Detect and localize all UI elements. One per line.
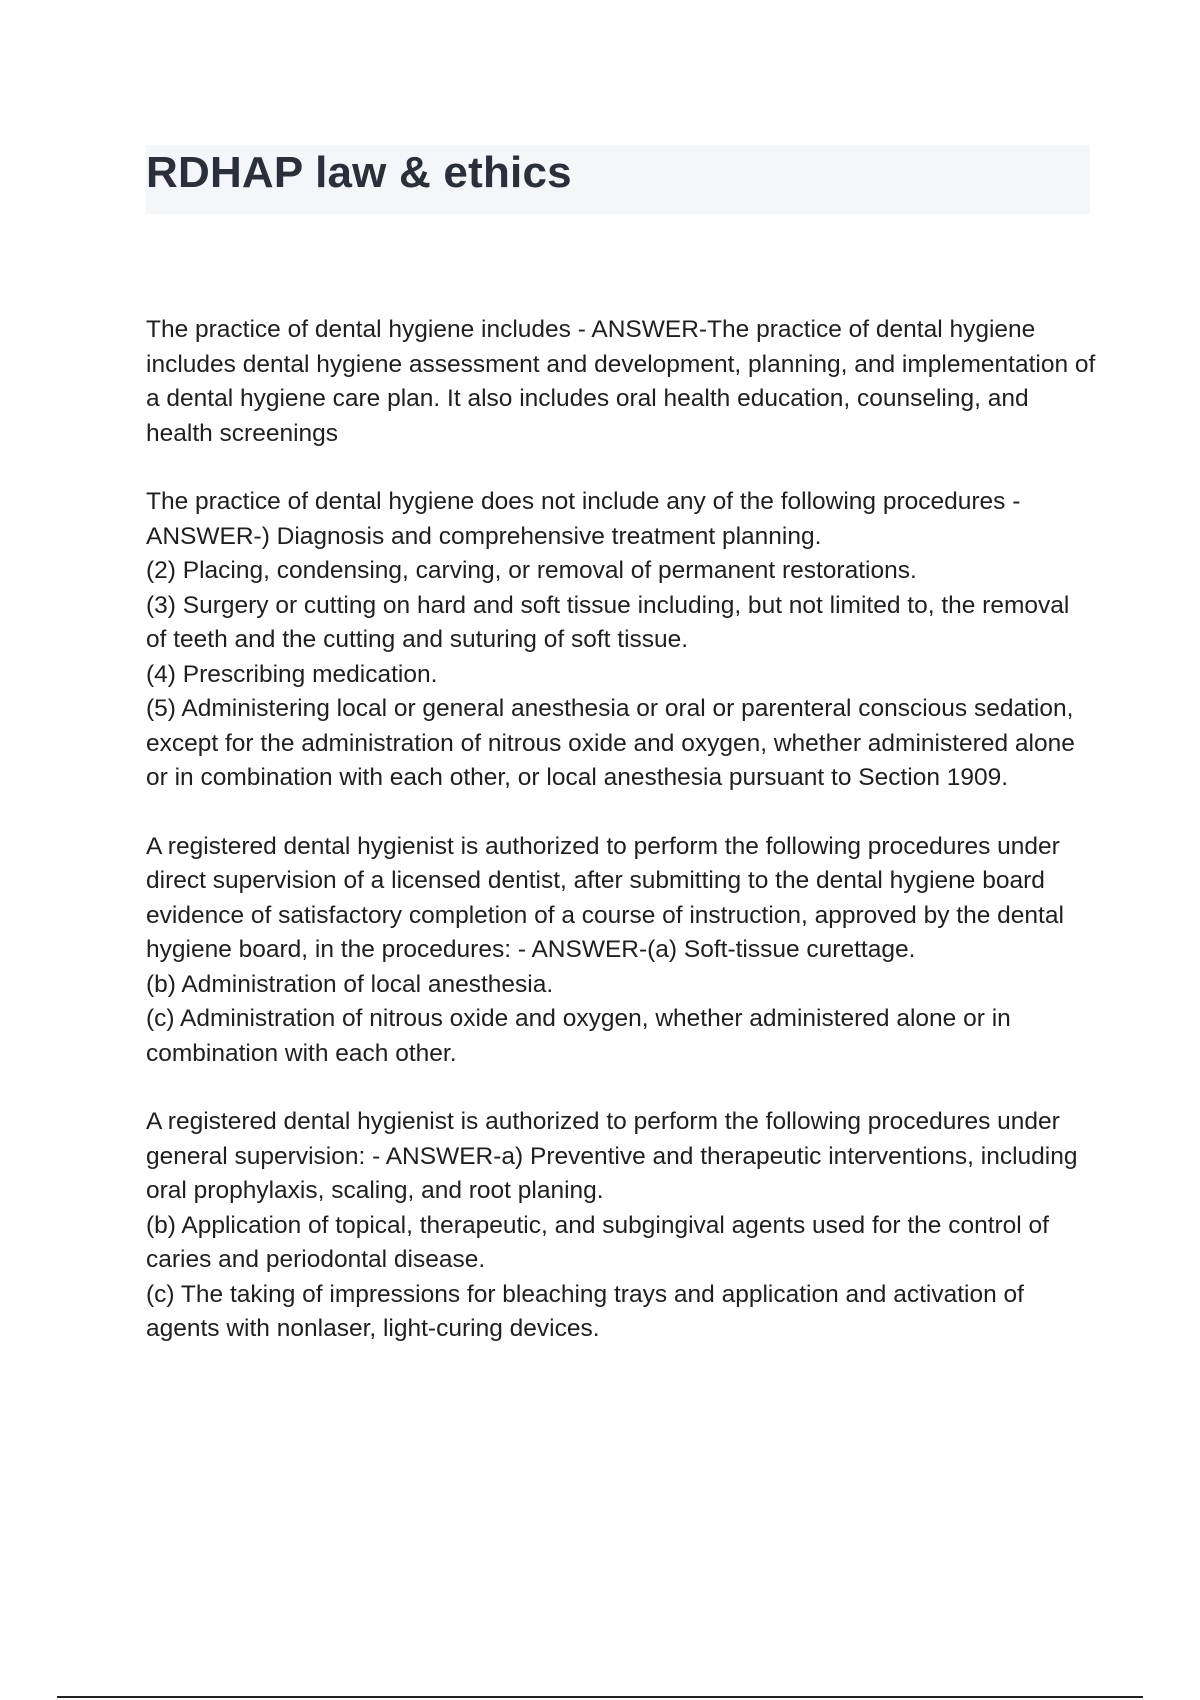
qa-line: The practice of dental hygiene does not include any of the following procedures - ANSWER-) Diagnosis and comprehensive treatment planning.	[146, 488, 1021, 550]
qa-block-3	[146, 830, 1096, 1072]
qa-line: A registered dental hygienist is authorized to perform the following procedures under general supervision: - ANSWER-a) Preventive and therapeutic interventions, including oral prophylaxis, scaling, and root planing.	[146, 1108, 1078, 1204]
qa-line: (c) Administration of nitrous oxide and oxygen, whether administered alone or in combination with each other.	[146, 1005, 1011, 1067]
qa-line: (5) Administering local or general anesthesia or oral or parenteral conscious sedation, except for the administration of nitrous oxide and oxygen, whether administered alone or in combination with each other, or local anesthesia pursuant to Section 1909.	[146, 695, 1075, 791]
qa-line: (b) Application of topical, therapeutic, and subgingival agents used for the control of caries and periodontal disease.	[146, 1211, 1049, 1273]
document-title: RDHAP law & ethics	[146, 148, 572, 197]
qa-line: The practice of dental hygiene includes - ANSWER-The practice of dental hygiene includes dental hygiene assessment and development, planning, and implementation of a dental hygiene care plan. It also includes oral health education, counseling, and health screenings	[146, 316, 1096, 447]
qa-block-4	[146, 1105, 1096, 1347]
page-bottom-divider	[57, 1696, 1143, 1698]
document-body	[146, 313, 1096, 1381]
qa-line: (b) Administration of local anesthesia.	[146, 970, 554, 998]
qa-block-1	[146, 313, 1096, 451]
qa-line: (3) Surgery or cutting on hard and soft tissue including, but not limited to, the removal of teeth and the cutting and suturing of soft tissue.	[146, 591, 1070, 653]
qa-line: (2) Placing, condensing, carving, or removal of permanent restorations.	[146, 557, 917, 584]
qa-line: (4) Prescribing medication.	[146, 660, 438, 688]
qa-line: A registered dental hygienist is authorized to perform the following procedures under direct supervision of a licensed dentist, after submitting to the dental hygiene board evidence of satisfactory completion of a course of instruction, approved by the dental hygiene board, in the procedures: - ANSWER-(a) Soft-tissue curettage.	[146, 832, 1064, 963]
qa-block-2	[146, 485, 1096, 796]
qa-line: (c) The taking of impressions for bleaching trays and application and activation of agents with nonlaser, light-curing devices.	[146, 1280, 1024, 1342]
